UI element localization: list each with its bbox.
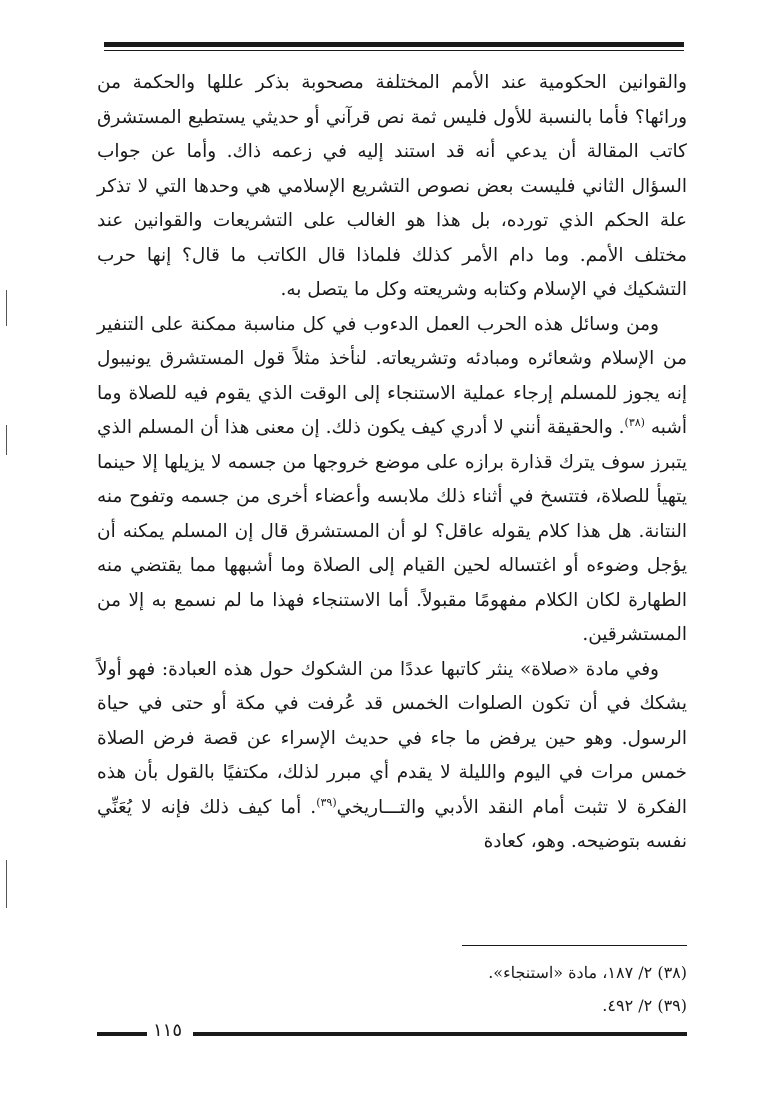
footnote-separator: [462, 945, 687, 946]
paragraph-2: [97, 308, 687, 653]
paragraph-2-continuation: . والحقيقة أنني لا أدري كيف يكون ذلك. إن معنى هذا أن المسلم الذي يتبرز سوف يترك قذارة برازه على موضع خروجها من جسمه لا يزيلها إلا حينما يتهيأ للصلاة، فتتسخ في أثناء ذلك ملابسه وأعضاء أخرى من جسمه وتفوح منه النتانة. هل هذا كلام يقوله عاقل؟ لو أن المستشرق قال إن المسلم يمكنه أن يؤجل وضوءه أو اغتساله لحين القيام إلى الصلاة وما أشبهها مما يقتضي منه الطهارة لكان الكلام مفهومًا مقبولاً. أما الاستنجاء فهذا ما لم نسمع به إلا من المستشرقين.: [97, 417, 687, 645]
paragraph-2-text: ومن وسائل هذه الحرب العمل الدءوب في كل مناسبة ممكنة على التنفير من الإسلام وشعائره ومبادئه وتشريعاته. لنأخذ مثلاً قول المستشرق يونيبول إنه يجوز للمسلم إرجاء عملية الاستنجاء إلى الوقت الذي يقوم فيه للصلاة وما أشبه: [97, 313, 687, 438]
margin-mark: [6, 860, 7, 908]
header-rule-thin: [104, 50, 684, 51]
footnote-39: (٣٩) ٢/ ٤٩٢.: [602, 996, 687, 1015]
footer-rule-right: [193, 1032, 687, 1036]
footer-rule-left: [97, 1032, 147, 1036]
paragraph-3-continuation: . أما كيف ذلك فإنه لا يُعَنِّي نفسه بتوضيحه. وهو، كعادة: [97, 796, 687, 852]
header-rule-thick: [104, 42, 684, 47]
footnote-ref-39[interactable]: (٣٩): [316, 795, 337, 809]
margin-mark: [6, 290, 7, 326]
page-footer: [97, 1022, 687, 1044]
margin-mark: [6, 425, 7, 455]
footnotes: [97, 956, 687, 1022]
footnote-38: (٣٨) ٢/ ١٨٧، مادة «استنجاء».: [488, 963, 687, 982]
paragraph-1: والقوانين الحكومية عند الأمم المختلفة مصحوبة بذكر عللها والحكمة من ورائها؟ فأما بالنسبة للأول فليس ثمة نص قرآني أو حديثي يستطيع المستشرق كاتب المقالة أن يدعي أنه قد استند إليه في زعمه ذاك. وأما عن جواب السؤال الثاني فليست بعض نصوص التشريع الإسلامي هي وحدها التي لا تذكر علة الحكم الذي تورده، بل هذا هو الغالب على التشريعات والقوانين عند مختلف الأمم. وما دام الأمر كذلك فلماذا قال الكاتب ما قال؟ إنها حرب التشكيك في الإسلام وكتابه وشريعته وكل ما يتصل به.: [97, 72, 687, 300]
paragraph-3: [97, 653, 687, 860]
page-body-text: [97, 66, 687, 860]
paragraph-3-text: وفي مادة «صلاة» ينثر كاتبها عددًا من الشكوك حول هذه العبادة: فهو أولاً يشكك في أن تكون الصلوات الخمس قد عُرفت في مكة أو حتى في حياة الرسول. وهو حين يرفض ما جاء في حديث الإسراء عن قصة فرض الصلاة خمس مرات في اليوم والليلة لا يقدم أي مبرر لذلك، مكتفيًا بالقول بأن هذه الفكرة لا تثبت أمام النقد الأدبي والتـــاريخي: [97, 658, 688, 818]
footnote-ref-38[interactable]: (٣٨): [624, 415, 645, 429]
page-number: ١١٥: [153, 1020, 183, 1041]
